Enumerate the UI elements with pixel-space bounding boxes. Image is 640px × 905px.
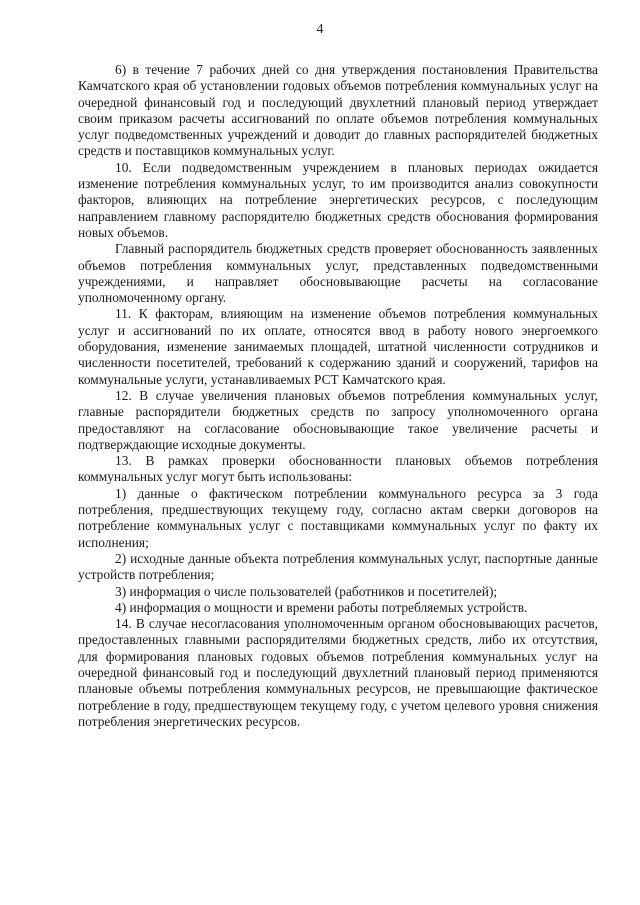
paragraph-item-6: 6) в течение 7 рабочих дней со дня утверждения постановления Правительства Камчатского края об установлении годовых объемов потребления коммунальных услуг на очередной финансовый год и последующий двухлетний плановый период утверждает своим приказом расчеты ассигнований по оплате объемов потребления коммунальных услуг подведомственных учреждений и доводит до главных распорядителей бюджетных средств и поставщиков коммунальных услуг. <box>78 62 598 159</box>
document-body <box>78 62 598 730</box>
paragraph-clause-14: 14. В случае несогласования уполномоченным органом обосновывающих расчетов, предоставленных главными распорядителями бюджетных средств, либо их отсутствия, для формирования плановых годовых объемов потребления коммунальных услуг на очередной финансовый год и последующий двухлетний плановый период применяются плановые объемы потребления коммунальных ресурсов, не превышающие фактическое потребление в году, предшествующем текущему году, с учетом целевого уровня снижения потребления энергетических ресурсов. <box>78 616 598 729</box>
paragraph-clause-11: 11. К факторам, влияющим на изменение объемов потребления коммунальных услуг и ассигнований по их оплате, относятся ввод в работу нового энергоемкого оборудования, изменение занимаемых площадей, штатной численности сотрудников и численности посетителей, требований к содержанию зданий и сооружений, тарифов на коммунальные услуги, устанавливаемых РСТ Камчатского края. <box>78 306 598 387</box>
paragraph-subitem-1: 1) данные о фактическом потреблении коммунального ресурса за 3 года потребления, предшествующих текущему году, согласно актам сверки договоров на потребление коммунальных услуг с поставщиками коммунальных услуг по факту их исполнения; <box>78 485 598 550</box>
paragraph-clause-12: 12. В случае увеличения плановых объемов потребления коммунальных услуг, главные распорядители бюджетных средств по запросу уполномоченного органа предоставляют на согласование обосновывающие такое увеличение расчеты и подтверждающие исходные документы. <box>78 387 598 452</box>
paragraph-clause-13: 13. В рамках проверки обоснованности плановых объемов потребления коммунальных услуг могут быть использованы: <box>78 453 598 485</box>
paragraph-subitem-2: 2) исходные данные объекта потребления коммунальных услуг, паспортные данные устройств потребления; <box>78 550 598 583</box>
paragraph-subitem-3: 3) информация о числе пользователей (работников и посетителей); <box>115 583 498 599</box>
paragraph-chief-manager-check: Главный распорядитель бюджетных средств проверяет обоснованность заявленных объемов потребления коммунальных услуг, представленных подведомственными учреждениями, и направляет обосновывающие расчеты на согласование уполномоченному органу. <box>78 241 598 306</box>
paragraph-clause-10: 10. Если подведомственным учреждением в плановых периодах ожидается изменение потребления коммунальных услуг, то им производится анализ совокупности факторов, влияющих на потребление энергетических ресурсов, с последующим направлением главному распорядителю бюджетных средств обоснования формирования новых объемов. <box>78 159 598 240</box>
paragraph-subitem-4: 4) информация о мощности и времени работы потребляемых устройств. <box>115 599 528 615</box>
page-number: 4 <box>316 22 324 37</box>
